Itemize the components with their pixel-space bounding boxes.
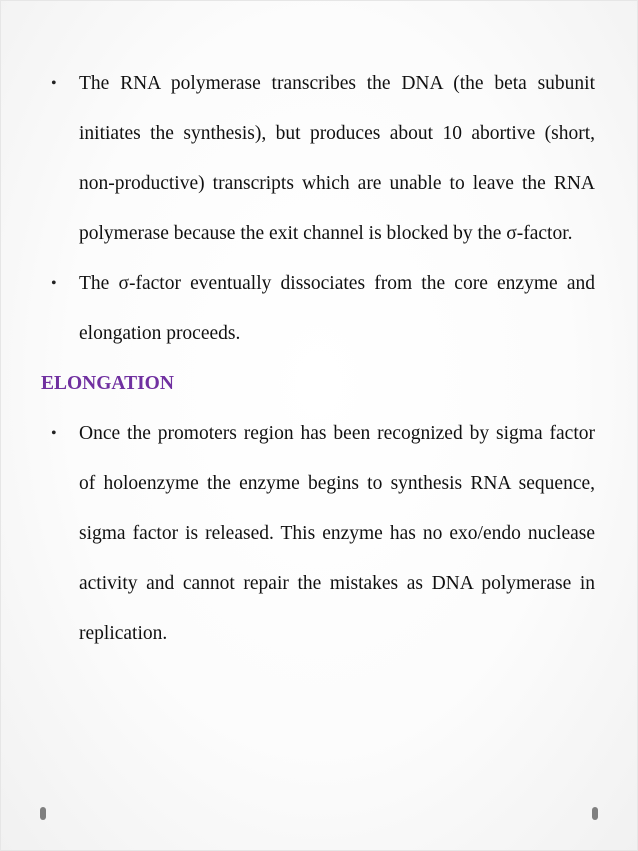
bullet-item <box>41 59 595 259</box>
bullet-icon: • <box>51 425 57 442</box>
corner-dot-right-icon <box>592 807 598 820</box>
bullet-text: Once the promoters region has been recognized by sigma factor of holoenzyme the enzyme begins to synthesis RNA sequence, sigma factor is released. This enzyme has no exo/endo nuclease activity and cannot repair the mistakes as DNA polymerase in replication. <box>79 423 595 644</box>
bullet-item <box>41 259 595 359</box>
bullet-text: The σ-factor eventually dissociates from the core enzyme and elongation proceeds. <box>79 273 595 344</box>
bullet-text: The RNA polymerase transcribes the DNA (the beta subunit initiates the synthesis), but produces about 10 abortive (short, non-productive) transcripts which are unable to leave the RNA polymerase because the exit channel is blocked by the σ-factor. <box>79 73 595 244</box>
slide-content <box>41 59 595 659</box>
bullet-icon: • <box>51 75 57 92</box>
corner-dot-left-icon <box>40 807 46 820</box>
section-heading: ELONGATION <box>41 373 174 394</box>
bullet-icon: • <box>51 275 57 292</box>
bullet-item <box>41 409 595 659</box>
